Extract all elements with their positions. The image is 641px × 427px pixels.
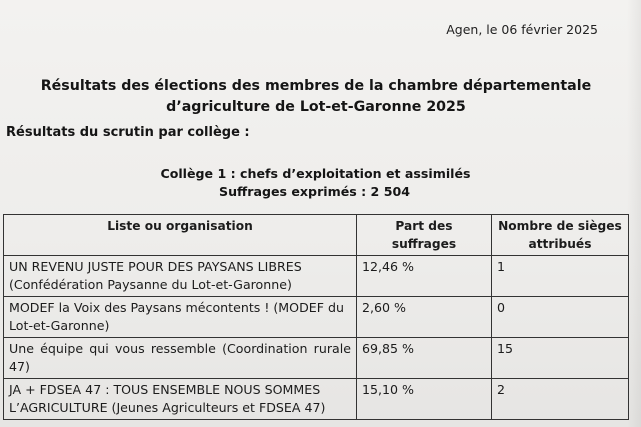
vote-share-cell: 2,60 % <box>356 297 491 338</box>
seats-cell: 0 <box>491 297 628 338</box>
date-line: Agen, le 06 février 2025 <box>446 22 598 37</box>
seats-cell: 15 <box>491 338 628 379</box>
vote-share-cell: 69,85 % <box>356 338 491 379</box>
list-name-cell: MODEF la Voix des Paysans mécontents ! (MODEF du Lot-et-Garonne) <box>4 297 357 338</box>
table-row <box>4 379 629 420</box>
column-header-seats: Nombre de sièges attribués <box>491 215 628 256</box>
suffrages-total: Suffrages exprimés : 2 504 <box>219 184 410 199</box>
column-header-share: Part des suffrages <box>356 215 491 256</box>
list-name-cell: JA + FDSEA 47 : TOUS ENSEMBLE NOUS SOMMES L’AGRICULTURE (Jeunes Agriculteurs et FDSEA 47) <box>4 379 357 420</box>
results-table <box>3 214 629 420</box>
seats-cell: 2 <box>491 379 628 420</box>
section-subtitle: Résultats du scrutin par collège : <box>6 125 250 140</box>
list-name-cell: UN REVENU JUSTE POUR DES PAYSANS LIBRES (Confédération Paysanne du Lot-et-Garonne) <box>4 256 357 297</box>
page-edge-shadow <box>627 0 641 427</box>
college-heading: Collège 1 : chefs d’exploitation et assimilés <box>160 166 471 181</box>
table-header-row <box>4 215 629 256</box>
list-name-cell: Une équipe qui vous ressemble (Coordination rurale 47) <box>4 338 357 379</box>
seats-cell: 1 <box>491 256 628 297</box>
column-header-list: Liste ou organisation <box>4 215 357 256</box>
vote-share-cell: 12,46 % <box>356 256 491 297</box>
page-title: Résultats des élections des membres de la chambre départementale d’agriculture de Lot-et-Garonne 2025 <box>40 78 592 115</box>
table-row <box>4 338 629 379</box>
table-row <box>4 297 629 338</box>
vote-share-cell: 15,10 % <box>356 379 491 420</box>
table-row <box>4 256 629 297</box>
